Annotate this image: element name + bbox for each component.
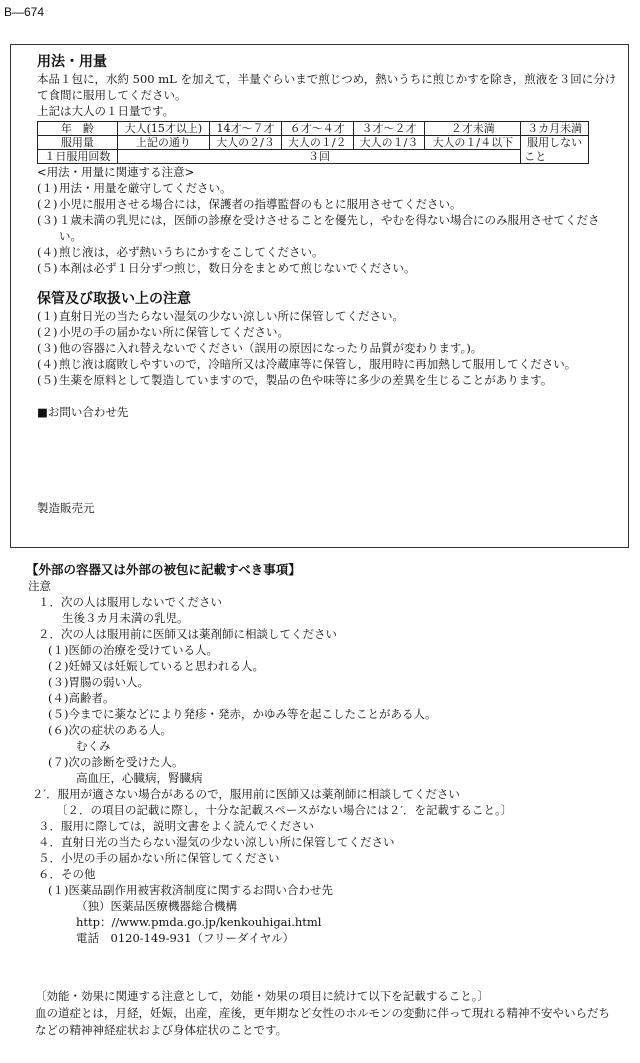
caution-item-1-detail: 生後３カ月未満の乳児。 <box>62 611 189 625</box>
table-row <box>38 122 589 136</box>
usage-text: 本品１包に，水約 500 mL を加えて，半量ぐらいまで煎じつめ，熱いうちに煎じかすを除き，煎液を３回に分けて食間に服用してください。 <box>37 72 617 102</box>
table-cell: 大人の１/３ <box>353 136 425 150</box>
list-item: (４) 煎じ液は腐敗しやすいので，冷暗所又は冷蔵庫等に保管し，服用時に再加熱して服用してください。 <box>37 357 577 371</box>
caution-item-3: ３． 服用に際しては，説明文書をよく読んでください <box>38 819 314 833</box>
table-cell: 大人(15才以上) <box>117 122 209 136</box>
symptom-detail: むくみ <box>76 739 111 753</box>
relief-phone: 電話 0120-149-931（フリーダイヤル） <box>76 931 295 945</box>
table-cell: 服用しない <box>521 136 589 150</box>
list-item: (２) 小児に服用させる場合には，保護者の指導監督のもとに服用させてください。 <box>37 197 462 211</box>
usage-note: 上記は大人の１日量です。 <box>37 104 175 118</box>
package-insert-box <box>10 44 629 548</box>
table-cell: ２才未満 <box>425 122 521 136</box>
list-item: (１)医薬品副作用被害救済制度に関するお問い合わせ先 <box>48 883 333 897</box>
table-cell: 大人の１/２ <box>281 136 353 150</box>
table-cell: ３カ月未満 <box>521 122 589 136</box>
external-section-title: 【外部の容器又は外部の被包に記載すべき事項】 <box>26 562 301 577</box>
related-notes-list <box>37 180 621 276</box>
table-cell: 上記の通り <box>117 136 209 150</box>
efficacy-note <box>35 988 615 1039</box>
table-cell: ６才〜４才 <box>281 122 353 136</box>
table-cell: こと <box>521 150 589 164</box>
table-cell: 大人の１/４以下 <box>425 136 521 150</box>
list-item: (３) １歳未満の乳児には，医師の診療を受けさせることを優先し，やむを得ない場合にのみ服用させてください。 <box>37 213 600 243</box>
list-item: (１)医師の治療を受けている人。 <box>48 643 218 657</box>
list-item: (４) 煎じ液は，必ず熱いうちにかすをこしてください。 <box>37 245 324 259</box>
document-code: B—674 <box>4 5 45 19</box>
list-item: (５) 生薬を原料として製造していますので，製品の色や味等に多少の差異を生じることがあります。 <box>37 373 553 387</box>
usage-heading: 用法・用量 <box>37 54 107 70</box>
efficacy-note-text: 血の道症とは，月経，妊娠，出産，産後，更年期など女性のホルモンの変動に伴って現れる精神不安やいらだちなどの精神神経症状および身体症状のことです。 <box>35 1006 610 1037</box>
list-item: (１) 直射日光の当たらない湿気の少ない涼しい所に保管してください。 <box>37 309 404 323</box>
list-item: (７)次の診断を受けた人。 <box>48 755 184 769</box>
contact-label: ■お問い合わせ先 <box>37 405 129 419</box>
table-row <box>38 136 589 150</box>
table-cell: 服用量 <box>38 136 118 150</box>
storage-list <box>37 308 621 388</box>
diagnosis-detail: 高血圧，心臓病，腎臓病 <box>76 771 203 785</box>
caution-item-2-prime-note: 〔２．の項目の記載に際し，十分な記載スペースがない場合には２′．を記載すること。〕 <box>56 803 513 817</box>
list-item: (３)胃腸の弱い人。 <box>48 675 149 689</box>
insert-content <box>37 53 621 516</box>
storage-heading: 保管及び取扱い上の注意 <box>37 291 191 307</box>
efficacy-note-instruction: 〔効能・効果に関連する注意として，効能・効果の項目に続けて以下を記載すること。〕 <box>35 989 490 1003</box>
caution-label: 注意 <box>28 579 51 593</box>
table-cell: 14才〜７才 <box>210 122 282 136</box>
list-item: (５)今までに薬などにより発疹・発赤，かゆみ等を起こしたことがある人。 <box>48 707 437 721</box>
list-item: (２) 小児の手の届かない所に保管してください。 <box>37 325 289 339</box>
caution-item-2-prime: ２′． 服用が適さない場合があるので，服用前に医師又は薬剤師に相談してください <box>32 787 460 801</box>
related-notes-title: <用法・用量に関連する注意> <box>37 165 195 179</box>
table-cell: ３回 <box>117 150 520 164</box>
list-item: (５) 本剤は必ず１日分ずつ煎じ，数日分をまとめて煎じないでください。 <box>37 261 416 275</box>
list-item: (６)次の症状のある人。 <box>48 723 172 737</box>
caution-item-6: ６． その他 <box>38 867 96 881</box>
relief-url[interactable]: http：//www.pmda.go.jp/kenkouhigai.html <box>76 915 322 929</box>
table-row <box>38 150 589 164</box>
list-item: (２)妊婦又は妊娠していると思われる人。 <box>48 659 264 673</box>
table-cell: 大人の２/３ <box>210 136 282 150</box>
list-item: (１) 用法・用量を厳守してください。 <box>37 181 232 195</box>
list-item: (３) 他の容器に入れ替えないでください（誤用の原因になったり品質が変わります。)。 <box>37 341 483 355</box>
table-cell: ３才〜２才 <box>353 122 425 136</box>
relief-org: （独）医薬品医療機器総合機構 <box>76 899 237 913</box>
external-packaging-section <box>28 561 618 946</box>
table-cell: 年 齢 <box>38 122 118 136</box>
caution-item-5: ５． 小児の手の届かない所に保管してください <box>38 851 280 865</box>
caution-item-1: １． 次の人は服用しないでください <box>38 595 222 609</box>
table-cell: １日服用回数 <box>38 150 118 164</box>
caution-item-2: ２． 次の人は服用前に医師又は薬剤師に相談してください <box>38 627 337 641</box>
caution-item-4: ４． 直射日光の当たらない湿気の少ない涼しい所に保管してください <box>38 835 395 849</box>
list-item: (４)高齢者。 <box>48 691 115 705</box>
manufacturer-label: 製造販売元 <box>37 501 95 515</box>
dosage-table <box>37 121 589 164</box>
